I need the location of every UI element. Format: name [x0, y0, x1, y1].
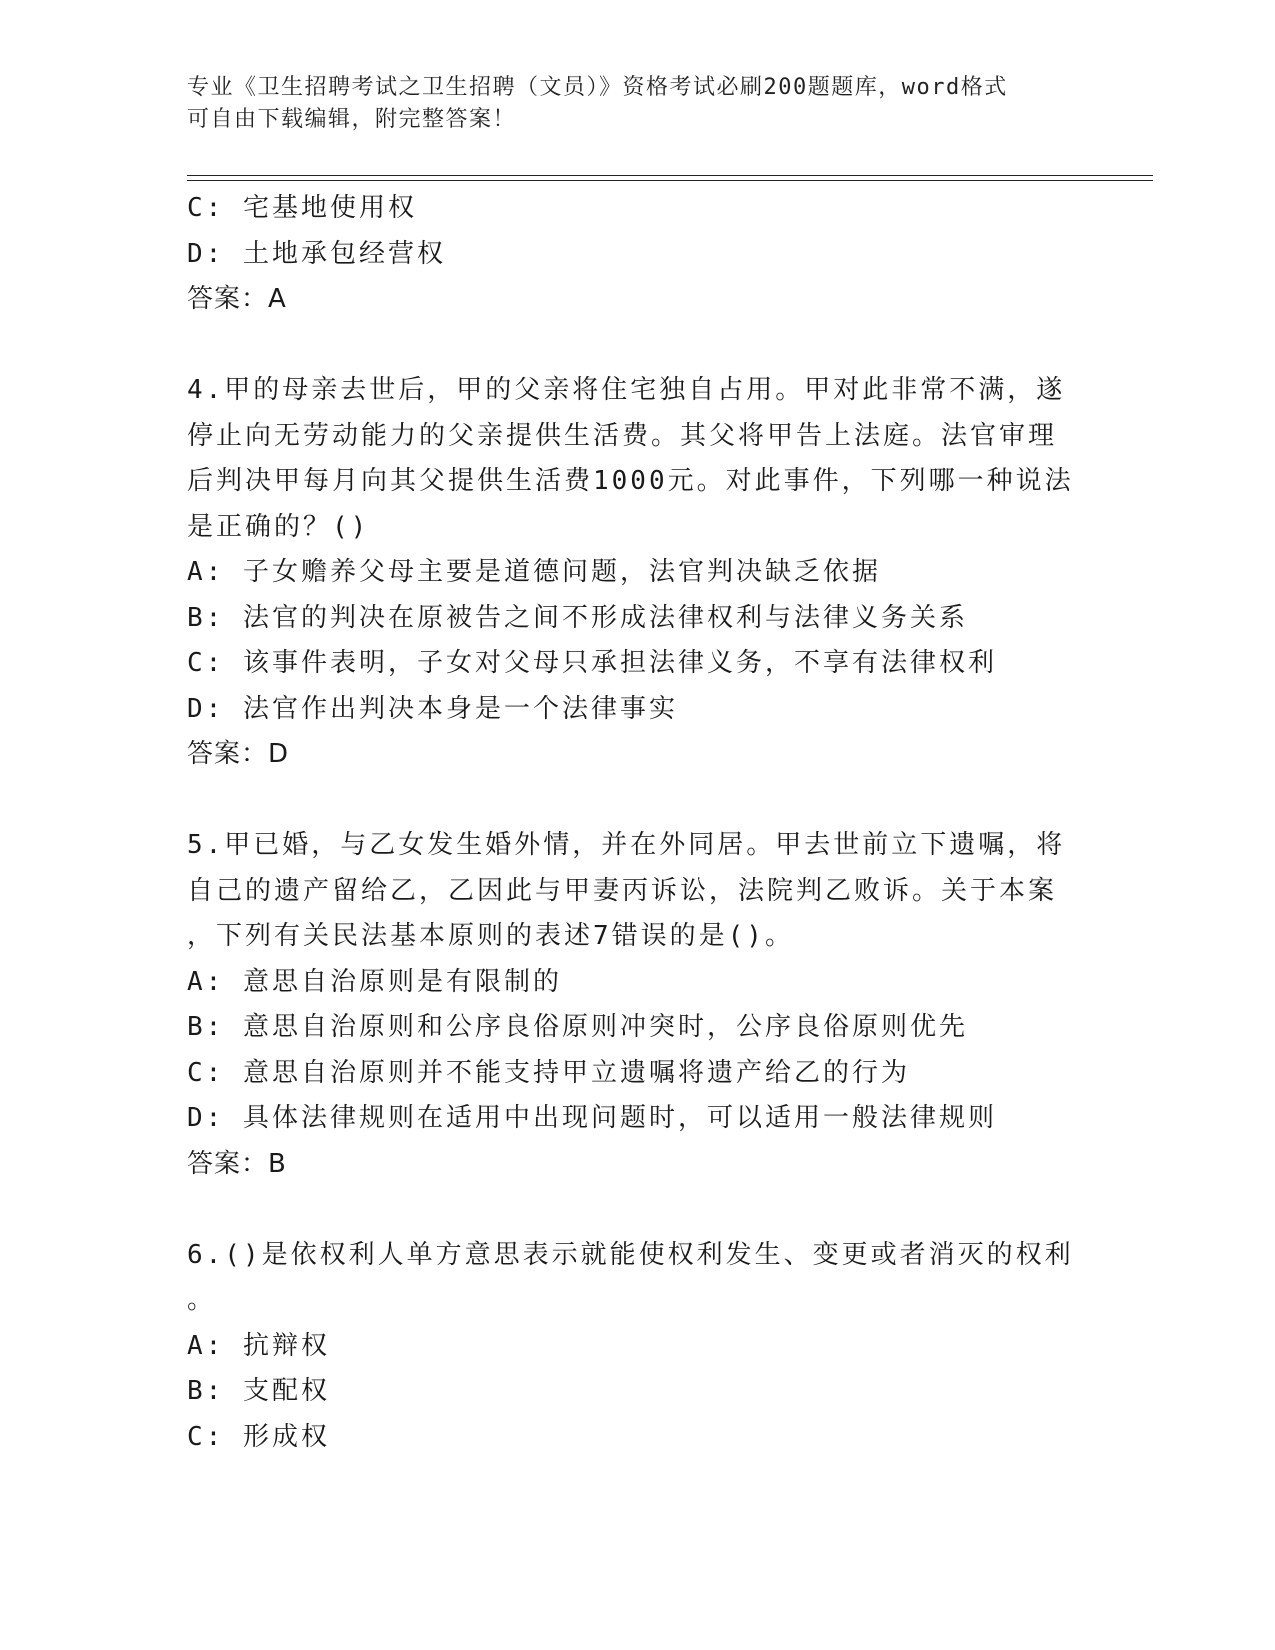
question-stem-line: 。	[187, 1285, 217, 1315]
answer: 答案：B	[187, 1148, 287, 1179]
question-stem-line: ，下列有关民法基本原则的表述7错误的是()。	[187, 921, 794, 951]
question-stem-line: 4.甲的母亲去世后，甲的父亲将住宅独自占用。甲对此非常不满，遂	[187, 375, 1066, 405]
question-4	[187, 368, 1087, 778]
option-a: A: 抗辩权	[187, 1330, 330, 1361]
question-stem-line: 6.()是依权利人单方意思表示就能使权利发生、变更或者消灭的权利	[187, 1239, 1074, 1270]
option-c: C: 形成权	[187, 1421, 330, 1452]
question-stem-line: 是正确的？()	[187, 511, 370, 542]
answer: 答案：D	[187, 739, 290, 769]
option-d: D: 法官作出判决本身是一个法律事实	[187, 693, 678, 724]
document-header	[187, 72, 1067, 136]
question-3	[187, 186, 1087, 323]
question-stem-line: 停止向无劳动能力的父亲提供生活费。其父将甲告上法庭。法官审理	[187, 420, 1058, 451]
answer: 答案：A	[187, 284, 287, 314]
option-b: B: 意思自治原则和公序良俗原则冲突时，公序良俗原则优先	[187, 1012, 968, 1042]
header-line-2: 可自由下载编辑，附完整答案！	[187, 107, 517, 132]
question-content	[187, 186, 1087, 1460]
option-c: C: 意思自治原则并不能支持甲立遗嘱将遗产给乙的行为	[187, 1057, 910, 1088]
header-divider-top	[187, 175, 1153, 176]
option-a: A: 意思自治原则是有限制的	[187, 966, 562, 997]
question-stem-line: 后判决甲每月向其父提供生活费1000元。对此事件，下列哪一种说法	[187, 466, 1074, 496]
option-a: A: 子女赡养父母主要是道德问题，法官判决缺乏依据	[187, 557, 881, 587]
question-stem-line: 5.甲已婚，与乙女发生婚外情，并在外同居。甲去世前立下遗嘱，将	[187, 830, 1066, 860]
header-divider-bottom	[187, 180, 1153, 181]
option-d: D: 土地承包经营权	[187, 238, 446, 269]
spacer	[187, 778, 1087, 824]
spacer	[187, 323, 1087, 369]
question-6	[187, 1233, 1087, 1461]
question-stem-line: 自己的遗产留给乙，乙因此与甲妻丙诉讼，法院判乙败诉。关于本案	[187, 875, 1058, 906]
option-d: D: 具体法律规则在适用中出现问题时，可以适用一般法律规则	[187, 1103, 997, 1133]
option-b: B: 法官的判决在原被告之间不形成法律权利与法律义务关系	[187, 602, 968, 633]
header-line-1: 专业《卫生招聘考试之卫生招聘（文员）》资格考试必刷200题题库，word格式	[187, 75, 1008, 100]
option-c: C: 宅基地使用权	[187, 193, 417, 223]
option-b: B: 支配权	[187, 1376, 330, 1406]
question-5	[187, 823, 1087, 1187]
option-c: C: 该事件表明，子女对父母只承担法律义务，不享有法律权利	[187, 648, 997, 678]
spacer	[187, 1187, 1087, 1233]
